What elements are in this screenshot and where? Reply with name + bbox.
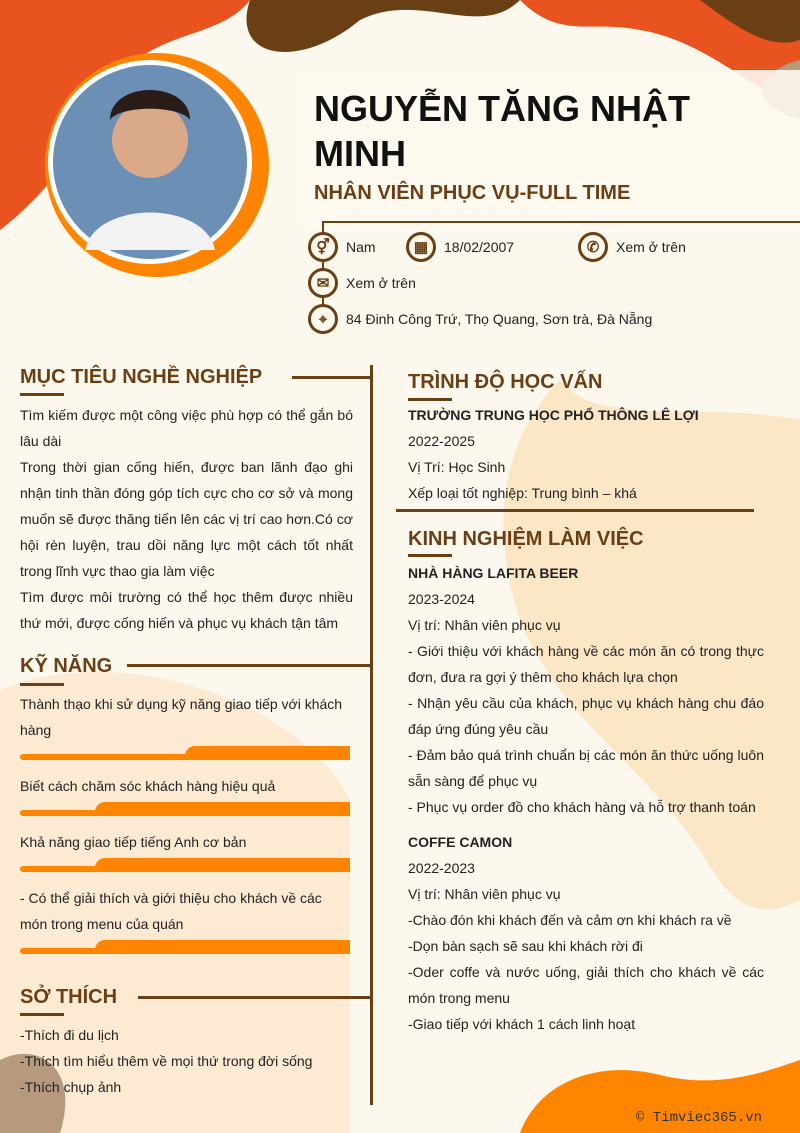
contact-divider bbox=[322, 221, 800, 223]
contact-phone bbox=[578, 232, 686, 262]
hobby-item: -Thích tìm hiểu thêm về mọi thứ trong đời sống bbox=[20, 1053, 313, 1069]
column-divider bbox=[370, 365, 373, 1105]
job-duty: -Chào đón khi khách đến và cảm ơn khi khách ra về bbox=[408, 912, 732, 928]
heading-underline bbox=[20, 1013, 64, 1016]
education-heading: TRÌNH ĐỘ HỌC VẤN bbox=[408, 371, 603, 393]
skill-label: Thành thạo khi sử dụng kỹ năng giao tiếp với khách hàng bbox=[20, 696, 343, 738]
hobbies-heading: SỞ THÍCH bbox=[20, 986, 118, 1008]
job-duty: - Đảm bảo quá trình chuẩn bị các món ăn thức uống luôn sẵn sàng để phục vụ bbox=[408, 747, 764, 789]
candidate-name: NGUYỄN TĂNG NHẬT MINH bbox=[314, 88, 690, 174]
education-grade: Xếp loại tốt nghiệp: Trung bình – khá bbox=[408, 485, 637, 501]
skill-label: Khả năng giao tiếp tiếng Anh cơ bản bbox=[20, 834, 247, 850]
education-position: Vị Trí: Học Sinh bbox=[408, 459, 506, 475]
calendar-icon: ▦ bbox=[406, 232, 436, 262]
heading-underline bbox=[20, 393, 64, 396]
hobby-item: -Thích chụp ảnh bbox=[20, 1079, 122, 1095]
job-duty: - Phục vụ order đồ cho khách hàng và hỗ trợ thanh toán bbox=[408, 799, 756, 815]
hobby-item: -Thích đi du lịch bbox=[20, 1027, 119, 1043]
experience-heading: KINH NGHIỆM LÀM VIỆC bbox=[408, 528, 644, 550]
contact-gender bbox=[308, 232, 376, 262]
email-icon: ✉ bbox=[308, 268, 338, 298]
skill-label: - Có thể giải thích và giới thiệu cho khách về các món trong menu của quán bbox=[20, 890, 322, 932]
phone-value: Xem ở trên bbox=[616, 239, 686, 255]
job-title: NHÂN VIÊN PHỤC VỤ-FULL TIME bbox=[314, 182, 631, 204]
contact-birthday bbox=[406, 232, 514, 262]
contact-address bbox=[308, 304, 652, 334]
hobbies-list bbox=[20, 1022, 350, 1100]
contact-email bbox=[308, 268, 416, 298]
job-duty: -Giao tiếp với khách 1 cách linh hoạt bbox=[408, 1016, 636, 1032]
objective-paragraph: Tìm kiếm được một công việc phù hợp có thể gắn bó lâu dài bbox=[20, 407, 353, 449]
school-name: TRƯỜNG TRUNG HỌC PHỔ THÔNG LÊ LỢI bbox=[408, 407, 699, 423]
skill-bar bbox=[20, 858, 350, 872]
skill-bar bbox=[20, 746, 350, 760]
job-duty: - Nhận yêu cầu của khách, phục vụ khách hàng chu đáo đáp ứng đúng yêu cầu bbox=[408, 695, 764, 737]
skill-bar bbox=[20, 802, 350, 816]
email-value: Xem ở trên bbox=[346, 275, 416, 291]
job-duty: -Oder coffe và nước uống, giải thích cho khách về các món trong menu bbox=[408, 964, 764, 1006]
objective-text bbox=[20, 402, 353, 636]
job-entry bbox=[408, 829, 764, 1037]
skill-bar bbox=[20, 940, 350, 954]
gender-icon: ⚥ bbox=[308, 232, 338, 262]
address-value: 84 Đinh Công Trứ, Thọ Quang, Sơn trà, Đà Nẵng bbox=[346, 311, 653, 327]
job-period: 2022-2023 bbox=[408, 860, 475, 876]
heading-underline bbox=[20, 683, 64, 686]
objective-paragraph: Trong thời gian cống hiến, được ban lãnh đạo ghi nhận tinh thần đóng góp tích cực cho cơ sở và mong muốn sẽ được thăng tiến lên các vị trí cao hơn.Có cơ hội rèn luyện, trau dồi năng lực một cách tốt nhất trong lĩnh vực thao gia làm việc bbox=[20, 459, 353, 579]
heading-underline bbox=[408, 398, 452, 401]
company-name: NHÀ HÀNG LAFITA BEER bbox=[408, 565, 579, 581]
job-position: Vị trí: Nhân viên phục vụ bbox=[408, 617, 561, 633]
job-entry bbox=[408, 560, 764, 820]
objective-heading: MỤC TIÊU NGHỀ NGHIỆP bbox=[20, 366, 263, 388]
job-position: Vị trí: Nhân viên phục vụ bbox=[408, 886, 561, 902]
company-name: COFFE CAMON bbox=[408, 834, 513, 850]
birthday-value: 18/02/2007 bbox=[444, 239, 515, 255]
job-period: 2023-2024 bbox=[408, 591, 475, 607]
education-block bbox=[408, 402, 763, 506]
heading-rule bbox=[138, 996, 372, 999]
skill-label: Biết cách chăm sóc khách hàng hiệu quả bbox=[20, 778, 276, 794]
heading-rule bbox=[127, 664, 372, 667]
job-duty: - Giới thiệu với khách hàng về các món ăn có trong thực đơn, đưa ra gợi ý thêm cho khách lựa chọn bbox=[408, 643, 764, 685]
gender-value: Nam bbox=[346, 239, 376, 255]
phone-icon: ✆ bbox=[578, 232, 608, 262]
skills-heading: KỸ NĂNG bbox=[20, 655, 113, 677]
watermark: © Timviec365.vn bbox=[636, 1110, 763, 1126]
section-divider bbox=[396, 509, 754, 512]
profile-photo bbox=[53, 65, 247, 259]
education-period: 2022-2025 bbox=[408, 433, 475, 449]
job-duty: -Dọn bàn sạch sẽ sau khi khách rời đi bbox=[408, 938, 643, 954]
objective-paragraph: Tìm được môi trường có thể học thêm được nhiều thứ mới, được cống hiến và phục vụ khách tận tâm bbox=[20, 589, 353, 631]
heading-underline bbox=[408, 554, 452, 557]
location-icon: ⌖ bbox=[308, 304, 338, 334]
heading-rule bbox=[292, 376, 372, 379]
